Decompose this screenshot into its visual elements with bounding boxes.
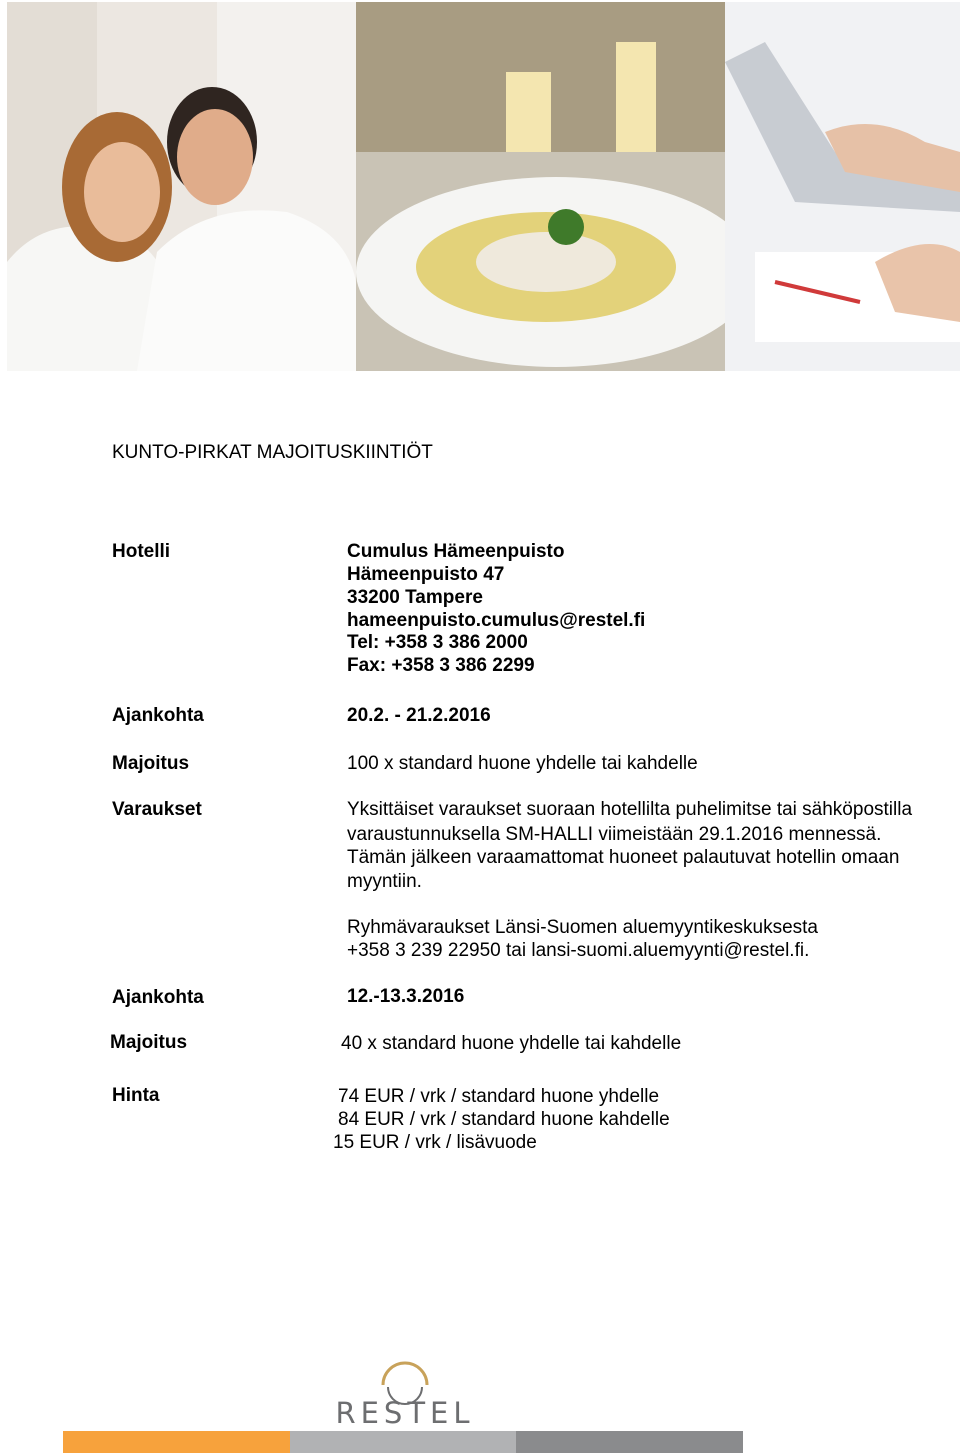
booking-line: Yksittäiset varaukset suoraan hotellilta puhelimitse tai sähköpostilla xyxy=(347,799,913,820)
footer-color-bar xyxy=(63,1431,743,1453)
dish-photo xyxy=(356,2,725,371)
group-booking-line: +358 3 239 22950 tai lansi-suomi.aluemyynti@restel.fi. xyxy=(347,940,810,961)
footer-segment-dark-gray xyxy=(516,1431,743,1453)
period1-date-label: Ajankohta xyxy=(112,705,204,726)
price-line: 15 EUR / vrk / lisävuode xyxy=(333,1132,537,1153)
hotel-label: Hotelli xyxy=(112,541,171,562)
footer-segment-orange xyxy=(63,1431,290,1453)
period1-date: 20.2. - 21.2.2016 xyxy=(347,705,491,726)
period2-date-label: Ajankohta xyxy=(112,987,204,1008)
period2-rooms-label: Majoitus xyxy=(110,1032,188,1053)
period1-rooms-label: Majoitus xyxy=(112,753,190,774)
page-title: KUNTO-PIRKAT MAJOITUSKIINTIÖT xyxy=(112,442,433,463)
period1-rooms: 100 x standard huone yhdelle tai kahdelle xyxy=(347,753,698,774)
price-line: 74 EUR / vrk / standard huone yhdelle xyxy=(338,1086,660,1107)
office-photo xyxy=(725,2,960,371)
booking-line: myyntiin. xyxy=(347,871,422,892)
restel-logo-text: RESTEL xyxy=(335,1396,475,1430)
group-booking-line: Ryhmävaraukset Länsi-Suomen aluemyyntikeskuksesta xyxy=(347,917,818,938)
hotel-tel: Tel: +358 3 386 2000 xyxy=(347,632,528,653)
hotel-street: Hämeenpuisto 47 xyxy=(347,564,505,585)
hotel-fax: Fax: +358 3 386 2299 xyxy=(347,655,535,676)
period2-price-label: Hinta xyxy=(112,1085,160,1106)
period2-rooms: 40 x standard huone yhdelle tai kahdelle xyxy=(341,1033,682,1054)
couple-photo xyxy=(7,2,356,371)
period1-booking-label: Varaukset xyxy=(112,799,202,820)
hotel-name: Cumulus Hämeenpuisto xyxy=(347,541,565,562)
booking-line: varaustunnuksella SM-HALLI viimeistään 29.1.2016 mennessä. xyxy=(347,824,882,845)
hotel-email: hameenpuisto.cumulus@restel.fi xyxy=(347,610,646,631)
price-line: 84 EUR / vrk / standard huone kahdelle xyxy=(338,1109,670,1130)
period2-date: 12.-13.3.2016 xyxy=(347,986,465,1007)
footer-segment-light-gray xyxy=(290,1431,517,1453)
booking-line: Tämän jälkeen varaamattomat huoneet palautuvat hotellin omaan xyxy=(347,847,900,868)
hotel-city: 33200 Tampere xyxy=(347,587,483,608)
